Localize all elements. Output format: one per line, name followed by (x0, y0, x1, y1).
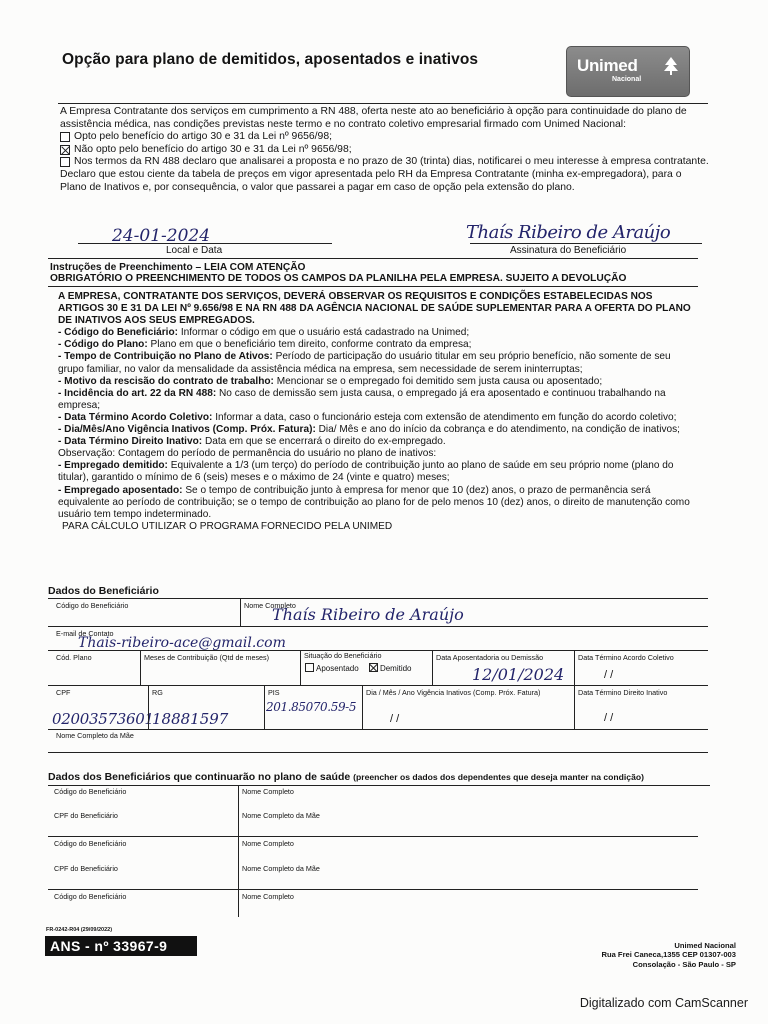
inactive-start-label: Dia / Mês / Ano Vigência Inativos (Comp. Próx. Fatura) (366, 688, 541, 697)
dependents-rule-3 (48, 889, 698, 890)
instruction-item: - Data Término Acordo Coletivo: Informar a data, caso o funcionário esteja com extensão de atendimento em função do acordo coletivo; (58, 411, 677, 423)
beneficiary-divider (148, 685, 149, 730)
logo-subtitle: Nacional (612, 76, 642, 83)
pis-label: PIS (268, 688, 280, 697)
dismissal-date-value[interactable]: 12/01/2024 (472, 665, 565, 684)
inactive-end-label: Data Término Direito Inativo (578, 688, 668, 697)
code-label: Código do Beneficiário (56, 601, 129, 610)
dep3-name-label: Nome Completo (242, 892, 294, 901)
pis-value[interactable]: 201.85070.59-5 (266, 700, 357, 714)
beneficiary-rule-1 (48, 598, 708, 599)
cpf-label: CPF (56, 688, 71, 697)
dependents-section-title (48, 771, 644, 783)
instruction-item: - Dia/Mês/Ano Vigência Inativos (Comp. Próx. Fatura): Dia/ Mês e ano do início da cobrança e do atendimento, na condição de inativos; (58, 424, 680, 436)
instructions-heading: Instruções de Preenchimento – LEIA COM ATENÇÃO (50, 262, 306, 273)
beneficiary-rule-4 (48, 685, 708, 686)
instruction-item: - Empregado demitido: Equivalente a 1/3 (um terço) do período de contribuição junto ao plano de saúde em seu próprio nome (plano do titular), garantido o mínimo de 6 (seis) meses e o máximo de 24 (vinte e quatro) meses; (58, 460, 674, 484)
instruction-item: - Motivo da rescisão do contrato de trabalho: Mencionar se o empregado foi demitido sem justa causa ou aposentado; (58, 375, 603, 387)
option-analisar-checkbox[interactable] (60, 157, 70, 167)
retired-checkbox[interactable] (305, 663, 314, 672)
dependents-divider (238, 785, 239, 917)
collective-end-value[interactable]: / / (604, 669, 614, 681)
page-title: Opção para plano de demitidos, aposentados e inativos (62, 51, 479, 68)
inactive-end-value[interactable]: / / (604, 712, 614, 724)
instructions-body (58, 291, 698, 533)
cpf-value[interactable]: 02003573601 (52, 710, 154, 728)
logo-brand: Unimed (577, 56, 638, 75)
full-name-label: Nome Completo (244, 601, 296, 610)
signature-label: Assinatura do Beneficiário (510, 245, 627, 256)
dismissed-checkbox[interactable] (369, 663, 378, 672)
dismissed-label: Demitido (379, 664, 412, 673)
dep1-mother-label: Nome Completo da Mãe (242, 811, 320, 820)
retired-label: Aposentado (316, 664, 359, 673)
beneficiary-divider (574, 650, 575, 686)
dep1-name-label: Nome Completo (242, 787, 294, 796)
intro-paragraph: A Empresa Contratante dos serviços em cumprimento a RN 488, oferta neste ato ao beneficiário à opção para continuidade do plano de assistência médica, nas condições previstas neste termo e no contrato coletivo empresarial firmado com Unimed Nacional: (60, 106, 687, 130)
dependents-title: Dados dos Beneficiários que continuarão no plano de saúde (48, 771, 351, 783)
handwritten-signature: Thaís Ribeiro de Araújo (466, 222, 671, 243)
dep3-code-label: Código do Beneficiário (54, 892, 127, 901)
email-label: E-mail de Contato (56, 629, 114, 638)
handwritten-date: 24-01-2024 (112, 226, 211, 246)
beneficiary-rule-5 (48, 729, 708, 730)
dependents-rule-2 (48, 836, 698, 837)
footer-company: Unimed Nacional (674, 941, 736, 950)
unimed-tree-icon (661, 55, 681, 77)
beneficiary-rule-6 (48, 752, 708, 753)
instructions-caps-paragraph: A EMPRESA, CONTRATANTE DOS SERVIÇOS, DEVERÁ OBSERVAR OS REQUISITOS E CONDIÇÕES ESTABELECIDAS NOS ARTIGOS 30 E 31 DA LEI Nº 9.656/98 E NA RN 488 DA AGÊNCIA NACIONAL DE SAÚDE SUPLEMENTAR PARA A OFERTA DO PLANO DE INATIVOS AOS SEUS EMPREGADOS. (58, 291, 691, 327)
beneficiary-divider (362, 685, 363, 730)
footer-address-line2: Consolação - São Paulo - SP (632, 959, 736, 969)
footer-address-line1: Rua Frei Caneca,1355 CEP 01307-003 (601, 950, 736, 960)
dependents-note: (preencher os dados dos dependentes que deseja manter na condição) (353, 772, 644, 782)
unimed-logo (566, 46, 690, 97)
instruction-item: - Código do Plano: Plano em que o beneficiário tem direito, conforme contrato da empresa; (58, 339, 472, 351)
dep2-mother-label: Nome Completo da Mãe (242, 864, 320, 873)
beneficiary-rule-2 (48, 626, 708, 627)
beneficiary-divider (264, 685, 265, 730)
dismissal-date-label: Data Aposentadoria ou Demissão (436, 653, 544, 662)
instruction-item: - Incidência do art. 22 da RN 488: No caso de demissão sem justa causa, o empregado já era aposentado e continuou trabalhando na empresa; (58, 387, 666, 411)
instructions-top-rule (48, 258, 698, 259)
ans-badge: ANS - nº 33967-9 (45, 936, 197, 956)
option-opto-checkbox[interactable] (60, 132, 70, 142)
email-value[interactable]: Thais-ribeiro-ace@gmail.com (78, 635, 286, 651)
option-analisar-label: Nos termos da RN 488 declaro que analisarei a proposta e no prazo de 30 (trinta) dias, notificarei o meu interesse à empresa contratante. (74, 156, 709, 168)
instruction-item: - Data Término Direito Inativo: Data em que se encerrará o direito do ex-empregado. (58, 436, 446, 448)
beneficiary-divider (240, 598, 241, 626)
option-analisar[interactable] (60, 156, 710, 169)
declaration-text: Declaro que estou ciente da tabela de preços em vigor apresentada pelo RH da Empresa Contratante (minha ex-empregadora), para o Plano de Inativos e, por consequência, o valor que passarei a pagar em caso de opção pela extensão do plano. (60, 168, 682, 193)
situation-options (302, 663, 412, 673)
dep2-code-label: Código do Beneficiário (54, 839, 127, 848)
calc-note: PARA CÁLCULO UTILIZAR O PROGRAMA FORNECIDO PELA UNIMED (62, 520, 393, 532)
beneficiary-divider (574, 685, 575, 730)
signature-line (470, 243, 702, 244)
rg-value[interactable]: 18881597 (152, 710, 229, 728)
plan-code-label: Cód. Plano (56, 653, 92, 662)
option-nao-opto-checkbox[interactable] (60, 145, 70, 155)
intro-top-rule (58, 103, 708, 104)
dependents-rule-1 (48, 785, 710, 786)
date-label: Local e Data (166, 245, 223, 256)
dep2-name-label: Nome Completo (242, 839, 294, 848)
beneficiary-divider (300, 650, 301, 686)
date-line (78, 243, 332, 244)
intro-block (60, 106, 710, 194)
beneficiary-divider (140, 650, 141, 686)
beneficiary-section-title: Dados do Beneficiário (48, 585, 159, 597)
instructions-mandatory: OBRIGATÓRIO O PREENCHIMENTO DE TODOS OS CAMPOS DA PLANILHA PELA EMPRESA. SUJEITO A DEVOLUÇÃO (50, 273, 627, 284)
dep1-code-label: Código do Beneficiário (54, 787, 127, 796)
situation-label: Situação do Beneficiário (304, 651, 382, 660)
footer-address (601, 941, 736, 969)
option-opto-label: Opto pelo benefício do artigo 30 e 31 da Lei nº 9656/98; (74, 131, 332, 143)
inactive-start-value[interactable]: / / (390, 713, 400, 725)
beneficiary-divider (432, 650, 433, 686)
full-name-value[interactable]: Thaís Ribeiro de Araújo (272, 605, 464, 624)
instruction-observation: Observação: Contagem do período de permanência do usuário no plano de inativos: (58, 448, 437, 460)
instruction-item: - Tempo de Contribuição no Plano de Ativos: Período de participação do usuário titular em seu próprio benefício, não somente de seu grupo familiar, no valor da mensalidade da assistência médica na empresa, sem necessidade de serem ininterruptas; (58, 351, 671, 375)
option-nao-opto-label: Não opto pelo benefício do artigo 30 e 31 da Lei nº 9656/98; (74, 143, 352, 155)
dep2-cpf-label: CPF do Beneficiário (54, 864, 118, 873)
instruction-item: - Código do Beneficiário: Informar o código em que o usuário está cadastrado na Unimed; (58, 327, 470, 339)
mother-name-label: Nome Completo da Mãe (56, 731, 134, 740)
option-opto[interactable] (60, 131, 710, 144)
instruction-item: - Empregado aposentado: Se o tempo de contribuição junto à empresa for menor que 10 (dez) anos, o prazo de permanência será equivalente ao período de contribuição; se o tempo de contribuição ao plano for de pelo menos 10 (dez) anos, o direito de manutenção como usuário tem tempo indeterminado. (58, 484, 690, 520)
dep1-cpf-label: CPF do Beneficiário (54, 811, 118, 820)
form-id: FR-0242-R04 (29/09/2022) (46, 927, 113, 933)
scanner-watermark: Digitalizado com CamScanner (579, 996, 748, 1010)
collective-end-label: Data Término Acordo Coletivo (578, 653, 674, 662)
rg-label: RG (152, 688, 163, 697)
option-nao-opto[interactable] (60, 144, 710, 157)
months-label: Meses de Contribuição (Qtd de meses) (144, 653, 270, 662)
instructions-mid-rule (48, 286, 698, 287)
